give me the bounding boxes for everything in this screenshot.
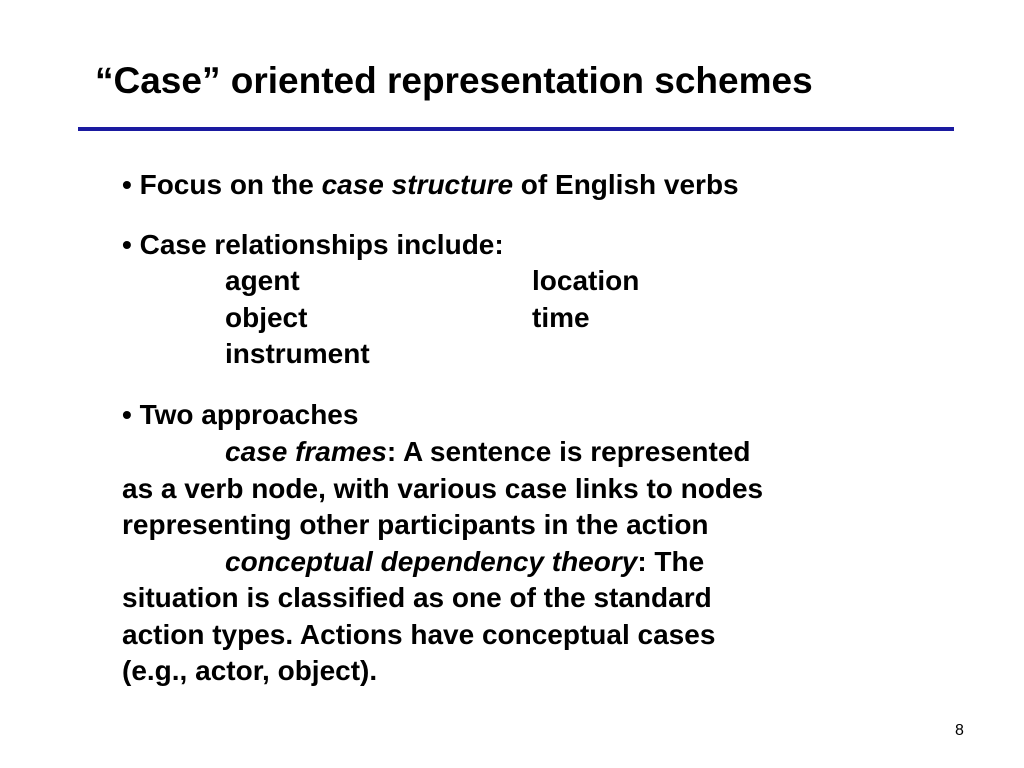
- case-location: location: [532, 265, 640, 296]
- title-divider: [78, 127, 954, 131]
- case-frames-line2: as a verb node, with various case links to nodes: [122, 473, 764, 504]
- case-time: time: [532, 302, 590, 333]
- bullet-case-relationships-heading: Case relationships include:: [139, 229, 504, 260]
- slide-title: “Case” oriented representation schemes: [95, 60, 813, 101]
- cd-theory-line1-rest: : The: [637, 546, 705, 577]
- case-object: object: [225, 302, 308, 333]
- cd-theory-line1: [225, 544, 704, 581]
- cd-theory-line3: action types. Actions have conceptual cases: [122, 619, 716, 650]
- case-frames-line3: representing other participants in the action: [122, 509, 709, 540]
- bullet-marker: •: [122, 399, 132, 430]
- case-frames-term: case frames: [225, 436, 387, 467]
- bullet-focus: [122, 167, 739, 204]
- bullet-marker: •: [122, 229, 132, 260]
- cd-theory-term: conceptual dependency theory: [225, 546, 638, 577]
- cd-theory-line4: (e.g., actor, object).: [122, 655, 378, 686]
- bullet-case-relationships: [122, 227, 504, 264]
- bullet-focus-text-after: of English verbs: [513, 169, 739, 200]
- bullet-two-approaches: [122, 397, 358, 434]
- bullet-marker: •: [122, 169, 132, 200]
- cd-theory-line2: situation is classified as one of the standard: [122, 582, 712, 613]
- page-number: 8: [955, 722, 964, 739]
- bullet-focus-emphasis: case structure: [321, 169, 514, 200]
- case-instrument: instrument: [225, 338, 370, 369]
- case-frames-line1: [225, 434, 751, 471]
- bullet-two-approaches-heading: Two approaches: [139, 399, 359, 430]
- case-frames-line1-rest: : A sentence is represented: [386, 436, 751, 467]
- case-agent: agent: [225, 265, 300, 296]
- bullet-focus-text-before: Focus on the: [139, 169, 322, 200]
